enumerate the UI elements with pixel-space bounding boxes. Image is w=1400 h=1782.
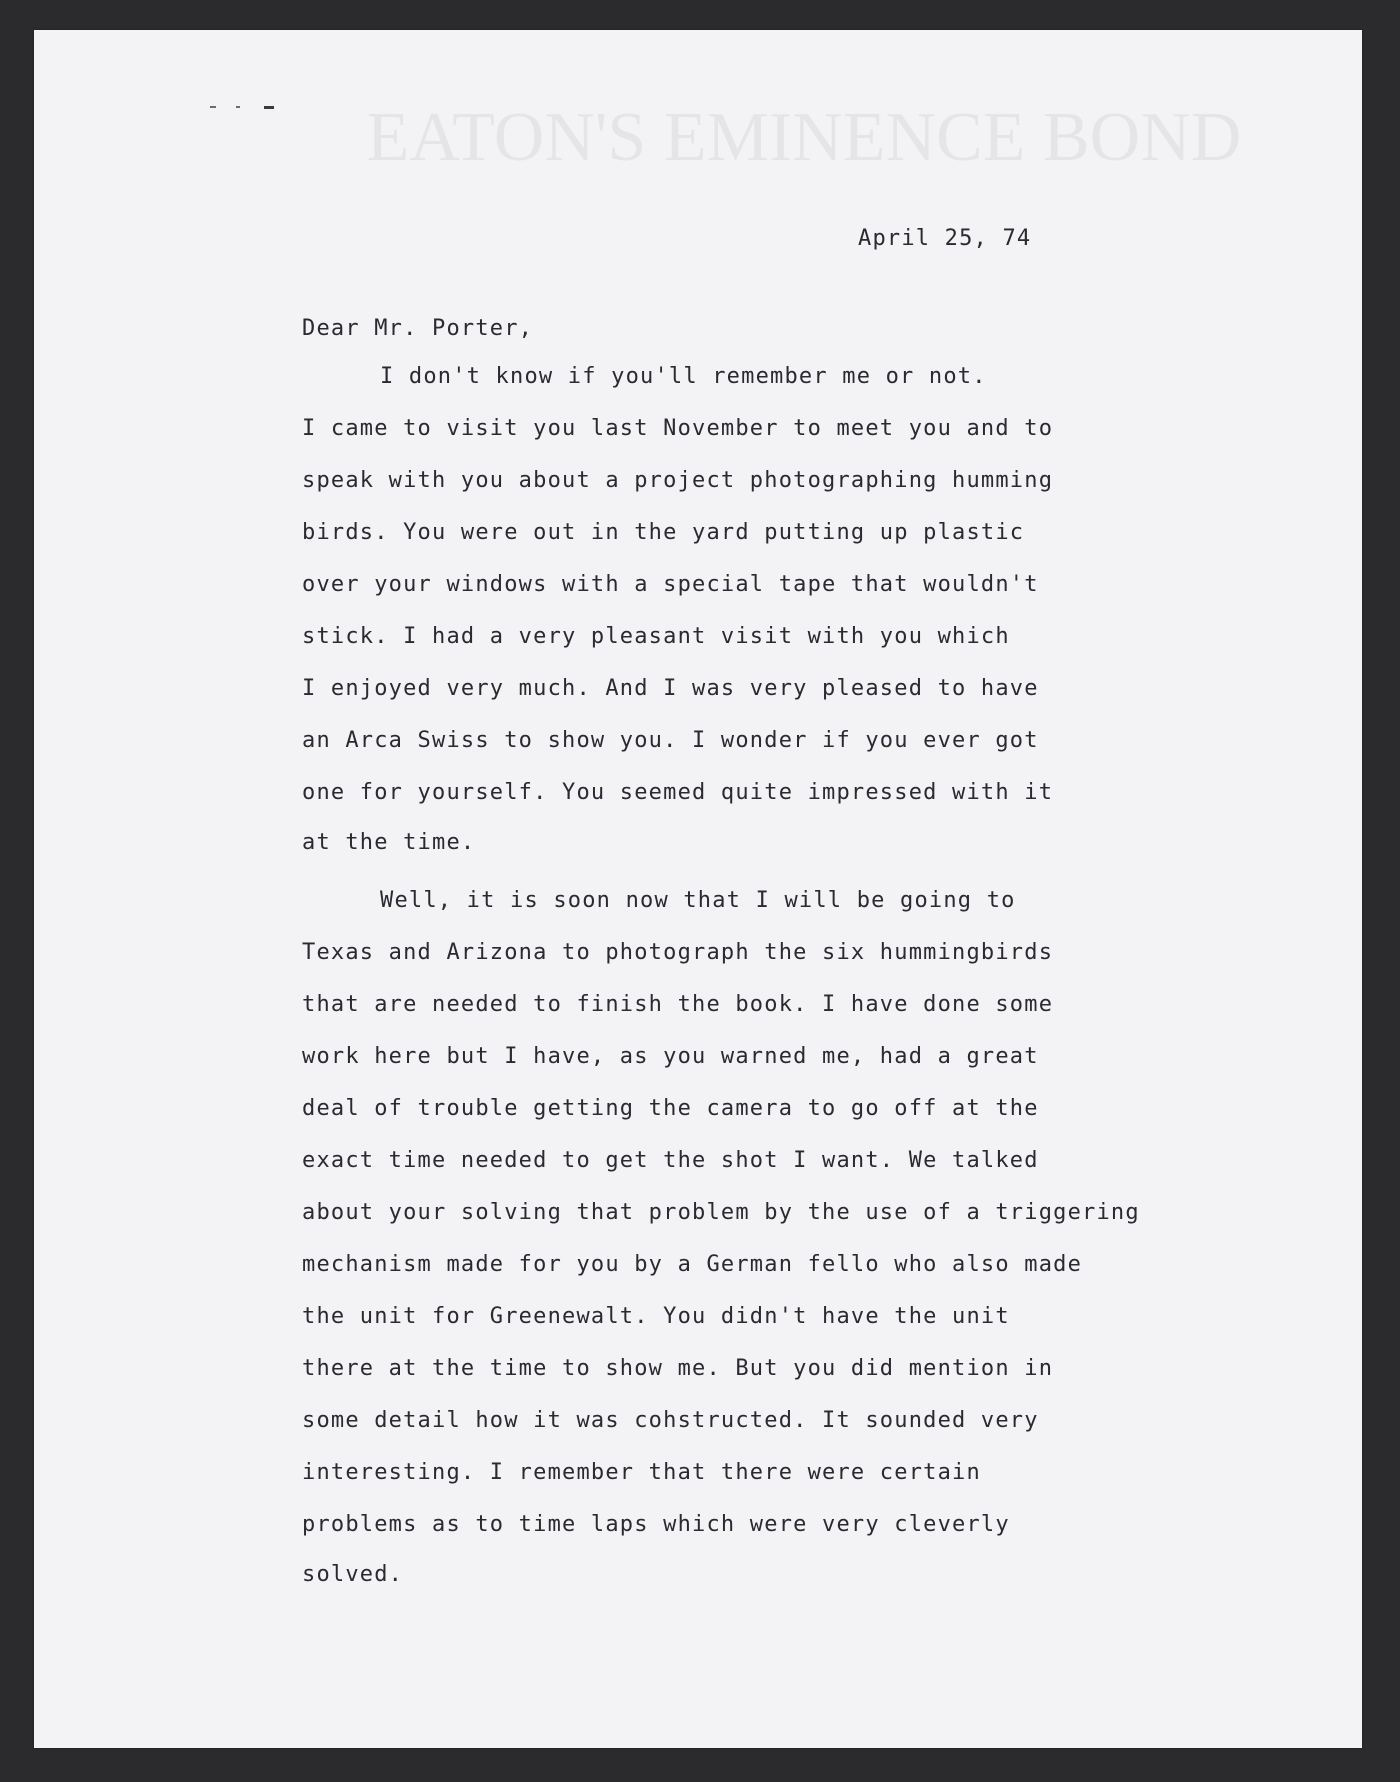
p1-line: I came to visit you last November to meet you and to <box>302 416 1054 441</box>
p2-line: about your solving that problem by the use of a triggering <box>302 1200 1140 1225</box>
p2-line: mechanism made for you by a German fello who also made <box>302 1252 1083 1277</box>
letter-page <box>34 30 1362 1748</box>
p1-line: speak with you about a project photographing humming <box>302 468 1054 493</box>
watermark-text: EATON'S EMINENCE BOND <box>366 99 1242 176</box>
p2-line: solved. <box>302 1562 404 1587</box>
p2-line: there at the time to show me. But you did mention in <box>302 1356 1054 1381</box>
p2-line: problems as to time laps which were very cleverly <box>302 1512 1010 1537</box>
salutation: Dear Mr. Porter, <box>302 316 534 341</box>
p1-line: I enjoyed very much. And I was very pleased to have <box>302 676 1039 701</box>
p2-line: the unit for Greenewalt. You didn't have the unit <box>302 1304 1010 1329</box>
p2-line: that are needed to finish the book. I have done some <box>302 992 1054 1017</box>
p2-line: Texas and Arizona to photograph the six hummingbirds <box>302 940 1054 965</box>
p2-line: deal of trouble getting the camera to go off at the <box>302 1096 1039 1121</box>
p1-line: an Arca Swiss to show you. I wonder if you ever got <box>302 728 1039 753</box>
letter-date: April 25, 74 <box>858 226 1032 251</box>
p2-line: exact time needed to get the shot I want. We talked <box>302 1148 1039 1173</box>
p1-line: birds. You were out in the yard putting up plastic <box>302 520 1025 545</box>
p1-line: at the time. <box>302 830 476 855</box>
p1-line: stick. I had a very pleasant visit with you which <box>302 624 1010 649</box>
p1-line: one for yourself. You seemed quite impressed with it <box>302 780 1054 805</box>
stray-mark <box>210 104 280 110</box>
p2-line: work here but I have, as you warned me, had a great <box>302 1044 1039 1069</box>
p2-line: some detail how it was cohstructed. It sounded very <box>302 1408 1039 1433</box>
p1-line: over your windows with a special tape that wouldn't <box>302 572 1039 597</box>
p2-line: interesting. I remember that there were certain <box>302 1460 981 1485</box>
p1-line: I don't know if you'll remember me or not. <box>380 364 987 389</box>
p2-line: Well, it is soon now that I will be going to <box>380 888 1016 913</box>
